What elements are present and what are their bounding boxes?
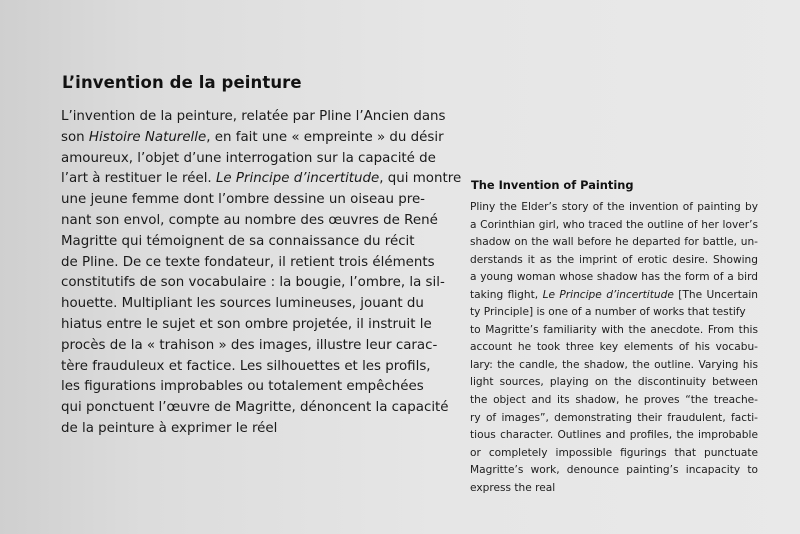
french-line (61, 336, 438, 357)
french-text: les figurations improbables ou totalement empêchées (61, 379, 424, 395)
english-text: shadow on the wall before he departed for battle, un- (470, 236, 758, 249)
french-text: l’art à restituer le réel. (61, 171, 216, 187)
french-text: nant son envol, compte au nombre des œuvres de René (61, 212, 438, 228)
english-line (470, 304, 758, 322)
french-text: constitutifs de son vocabulaire : la bougie, l’ombre, la sil- (61, 275, 445, 291)
english-text: Pliny the Elder’s story of the invention of painting by (470, 201, 758, 213)
french-line (61, 294, 424, 315)
english-text: ty Principle] is one of a number of works that testify (470, 306, 746, 319)
french-text: une jeune femme dont l’ombre dessine un oiseau pre- (61, 192, 426, 208)
french-text: de la peinture à exprimer le réel (61, 420, 278, 436)
english-italic-title: Le Principe d’incertitude (542, 288, 674, 301)
english-line (470, 445, 758, 463)
english-text: express the real (470, 481, 556, 494)
french-line (61, 419, 403, 440)
french-text: Magritte qui témoignent de sa connaissance du récit (61, 233, 415, 249)
english-text: Magritte’s work, denounce painting’s incapacity to (470, 464, 758, 477)
french-text: de Pline. De ce texte fondateur, il retient trois éléments (61, 254, 435, 270)
english-text: tious character. Outlines and profiles, the improbable (470, 429, 758, 442)
french-text: tère frauduleux et factice. Les silhouettes et les profils, (61, 358, 431, 374)
french-line (61, 315, 432, 336)
french-text: , en fait une « empreinte » du désir (206, 129, 444, 145)
english-line (470, 374, 758, 392)
french-line (61, 128, 444, 149)
english-text: derstands it as the imprint of erotic desire. Showing (470, 253, 758, 266)
english-text: taking flight, (470, 288, 543, 301)
english-line (470, 462, 758, 480)
english-text: account he took three key elements of his vocabu- (470, 341, 758, 354)
english-text: [The Uncertain (673, 288, 758, 301)
english-line (470, 234, 758, 252)
english-line (470, 269, 758, 287)
english-line (470, 410, 758, 428)
english-line (470, 392, 758, 410)
english-line (470, 357, 758, 375)
french-line (61, 211, 438, 232)
french-text: L’invention de la peinture, relatée par Pline l’Ancien dans (61, 109, 446, 124)
english-line (470, 199, 758, 217)
english-line (470, 339, 758, 357)
english-text: light sources, playing on the discontinuity between (470, 376, 758, 389)
english-body (470, 199, 758, 497)
english-text: ry of images”, demonstrating their fraudulent, facti- (470, 411, 758, 424)
english-title: The Invention of Painting (471, 178, 634, 192)
french-text: procès de la « trahison » des images, illustre leur carac- (61, 337, 438, 353)
french-body (61, 107, 462, 440)
english-text: or completely impossible figurings that punctuate (470, 446, 758, 459)
english-text: the object and its shadow, he proves “the treache- (470, 394, 758, 407)
french-line (61, 377, 424, 398)
french-line (61, 253, 435, 274)
french-text: houette. Multipliant les sources lumineuses, jouant du (61, 296, 424, 312)
french-text: amoureux, l’objet d’une interrogation sur la capacité de (61, 150, 436, 166)
french-line (61, 273, 445, 294)
french-line (61, 398, 449, 419)
english-line (470, 427, 758, 445)
french-line (61, 149, 436, 170)
english-line (470, 480, 758, 498)
english-text: lary: the candle, the shadow, the outline. Varying his (470, 358, 758, 371)
french-line (61, 169, 462, 190)
french-line (61, 190, 426, 211)
french-text: qui ponctuent l’œuvre de Magritte, dénoncent la capacité (61, 400, 449, 416)
french-text: hiatus entre le sujet et son ombre projetée, il instruit le (61, 316, 432, 332)
french-line (61, 232, 415, 253)
french-text: , qui montre (379, 171, 462, 187)
french-text: son (61, 129, 89, 145)
french-italic-title: Histoire Naturelle (88, 129, 207, 145)
english-line (470, 252, 758, 270)
french-line (61, 357, 431, 378)
french-italic-title: Le Principe d’incertitude (215, 171, 380, 187)
english-line (470, 322, 758, 340)
english-line (470, 217, 758, 235)
english-text: a Corinthian girl, who traced the outline of her lover’s (470, 218, 758, 231)
english-text: to Magritte’s familiarity with the anecdote. From this (470, 323, 758, 336)
english-text: a young woman whose shadow has the form of a bird (470, 271, 758, 284)
french-title: L’invention de la peinture (62, 73, 302, 92)
english-line (470, 287, 758, 305)
french-line (61, 107, 446, 128)
